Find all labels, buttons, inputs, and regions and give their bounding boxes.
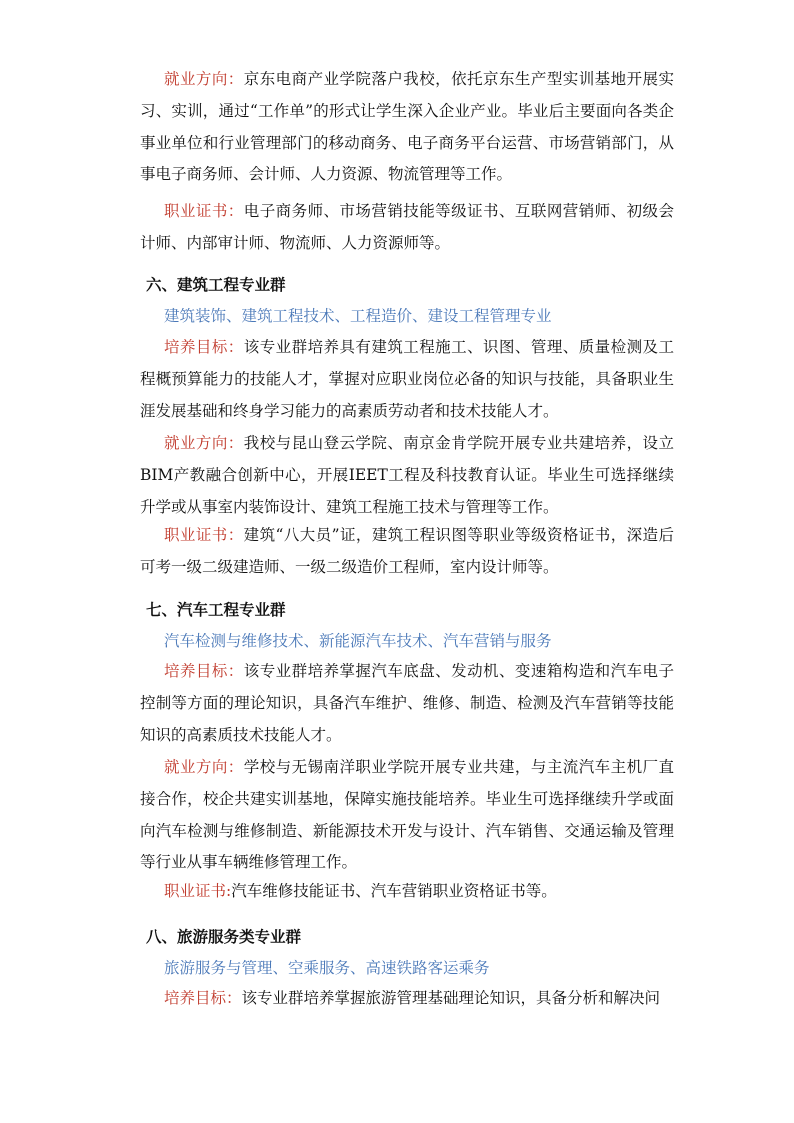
employment-paragraph-ecommerce [140,64,674,191]
goal-label: 培养目标： [164,662,244,680]
certificate-text: 汽车维修技能证书、汽车营销职业资格证书等。 [231,882,557,900]
goal-text: 该专业群培养具有建筑工程施工、识图、管理、质量检测及工程概预算能力的技能人才，掌握对应职业岗位必备的知识与技能，具备职业生涯发展基础和终身学习能力的高素质劳动者和技术技能人才。 [140,338,674,420]
employment-paragraph-automotive [140,752,674,879]
employment-label: 就业方向： [164,758,244,776]
employment-text: 京东电商产业学院落户我校，依托京东生产型实训基地开展实习、实训，通过“工作单”的形式让学生深入企业产业。毕业后主要面向各类企事业单位和行业管理部门的移动商务、电子商务平台运营、市场营销部门，从事电子商务师、会计师、人力资源、物流管理等工作。 [140,70,674,184]
certificate-paragraph-automotive [140,876,674,908]
employment-label: 就业方向： [164,70,244,88]
goal-text: 该专业群培养掌握汽车底盘、发动机、变速箱构造和汽车电子控制等方面的理论知识，具备汽车维护、维修、制造、检测及汽车营销等技能知识的高素质技术技能人才。 [140,662,674,744]
section-heading-construction: 六、建筑工程专业群 [146,276,286,294]
goal-label: 培养目标： [164,338,244,356]
certificate-label: 职业证书: [164,882,232,900]
employment-text: 我校与昆山登云学院、南京金肯学院开展专业共建培养，设立BIM产教融合创新中心，开展IEET工程及科技教育认证。毕业生可选择继续升学或从事室内装饰设计、建筑工程施工技术与管理等工作。 [140,434,674,516]
section-heading-automotive: 七、汽车工程专业群 [146,601,286,619]
majors-list-tourism: 旅游服务与管理、空乘服务、高速铁路客运乘务 [164,959,490,977]
goal-text: 该专业群培养掌握旅游管理基础理论知识，具备分析和解决问 [241,989,661,1007]
certificate-paragraph-ecommerce [140,196,674,260]
certificate-paragraph-construction [140,520,674,584]
goal-paragraph-construction [140,332,674,427]
certificate-label: 职业证书： [164,526,244,544]
employment-paragraph-construction [140,428,674,523]
goal-paragraph-tourism [140,983,674,1015]
certificate-label: 职业证书： [164,202,244,220]
goal-label: 培养目标： [164,989,242,1007]
employment-text: 学校与无锡南洋职业学院开展专业共建，与主流汽车主机厂直接合作，校企共建实训基地，保障实施技能培养。毕业生可选择继续升学或面向汽车检测与维修制造、新能源技术开发与设计、汽车销售、交通运输及管理等行业从事车辆维修管理工作。 [140,758,674,872]
majors-list-automotive: 汽车检测与维修技术、新能源汽车技术、汽车营销与服务 [164,632,552,650]
section-heading-tourism: 八、旅游服务类专业群 [146,928,302,946]
certificate-text: 电子商务师、市场营销技能等级证书、互联网营销师、初级会计师、内部审计师、物流师、人力资源师等。 [140,202,674,252]
goal-paragraph-automotive [140,656,674,751]
certificate-text: 建筑“八大员”证，建筑工程识图等职业等级资格证书，深造后可考一级二级建造师、一级二级造价工程师，室内设计师等。 [140,526,674,576]
employment-label: 就业方向： [164,434,244,452]
majors-list-construction: 建筑装饰、建筑工程技术、工程造价、建设工程管理专业 [164,307,552,325]
